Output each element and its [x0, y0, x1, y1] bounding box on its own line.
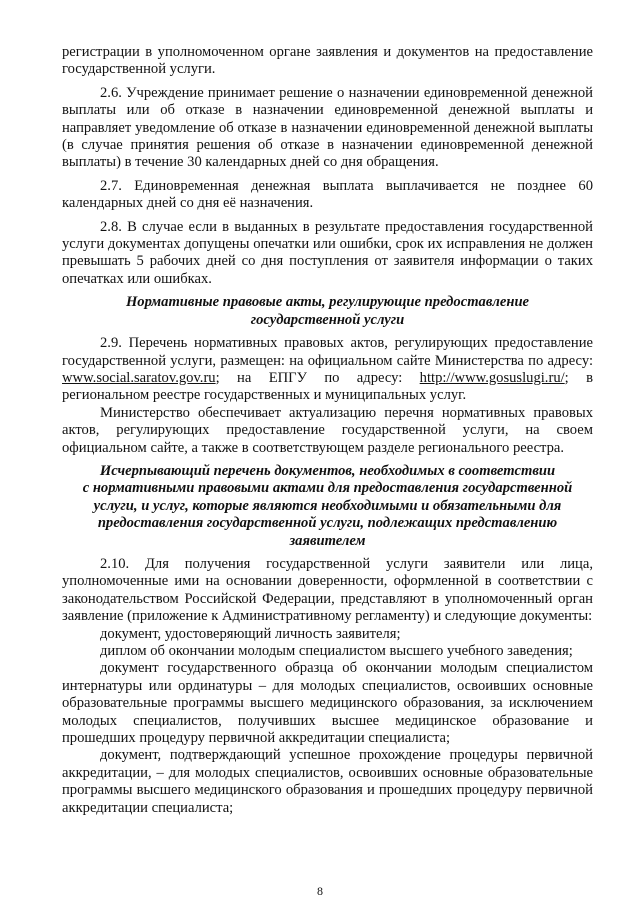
ministry-site-link[interactable]: www.social.saratov.gov.ru — [62, 369, 216, 386]
section-heading-normative-acts — [62, 294, 593, 329]
gosuslugi-link[interactable]: http://www.gosuslugi.ru/ — [419, 369, 565, 386]
list-item: документ, удостоверяющий личность заявителя; — [100, 625, 401, 642]
paragraph-2-7: 2.7. Единовременная денежная выплата выплачивается не позднее 60 календарных дней со дня её назначения. — [62, 177, 593, 212]
list-item: документ государственного образца об окончании молодым специалистом интернатуры или ординатуры – для молодых специалистов, освоивших основные образовательные программы высшего медицинского образования, за исключением молодых специалистов, получивших высшее медицинское образование и прошедших процедуру первичной аккредитации специалиста; — [62, 660, 593, 747]
heading-line: предоставления государственной услуги, подлежащих представлению — [97, 515, 558, 532]
list-item: диплом об окончании молодым специалистом высшего учебного заведения; — [100, 643, 573, 659]
heading-line: с нормативными правовыми актами для предоставления государственной — [82, 480, 573, 497]
paragraph-2-10: 2.10. Для получения государственной услуги заявители или лица, уполномоченные ими на основании доверенности, оформленной в соответствии с законодательством Российской Федерации, представляют в уполномоченный орган заявление (приложение к Административному регламенту) и следующие документы: — [62, 555, 593, 625]
heading-line: Исчерпывающий перечень документов, необходимых в соответствии — [99, 462, 556, 479]
list-item: документ, подтверждающий успешное прохождение процедуры первичной аккредитации, – для молодых специалистов, освоивших основные образовательные программы высшего медицинского образования и прошедших процедуру первичной аккредитации специалиста; — [62, 747, 593, 816]
heading-line: заявителем — [289, 532, 366, 549]
heading-line: Нормативные правовые акты, регулирующие предоставление — [125, 294, 530, 311]
paragraph-text: ; на ЕПГУ по адресу: — [215, 369, 420, 386]
paragraph-text: ; в региональном реестре государственных и муниципальных услуг. — [62, 369, 593, 404]
page-number: 8 — [317, 884, 323, 898]
paragraph-2-8: 2.8. В случае если в выданных в результате предоставления государственной услуги документах допущены опечатки или ошибки, срок их исправления не должен превышать 5 рабочих дней со дня поступления от заявителя информации о таких опечатках или ошибках. — [62, 218, 593, 287]
heading-line: услуги, и услуг, которые являются необходимыми и обязательными для — [93, 497, 562, 514]
paragraph-2-9 — [62, 335, 593, 405]
paragraph-ministry-update: Министерство обеспечивает актуализацию перечня нормативных правовых актов, регулирующих предоставление государственной услуги, на своем официальном сайте, а также в соответствующем разделе регионального реестра. — [62, 404, 593, 456]
paragraph-2-6: 2.6. Учреждение принимает решение о назначении единовременной денежной выплаты или об отказе в назначении единовременной денежной выплаты и направляет уведомление об отказе в назначении единовременной денежной выплаты (в случае принятия решения об отказе в назначении единовременной денежной выплаты) в течение 30 календарных дней со дня обращения. — [62, 84, 593, 171]
paragraph-text: 2.9. Перечень нормативных правовых актов, регулирующих предоставление государственной услуги, размещен: на официальном сайте Министерства по адресу: — [62, 335, 593, 369]
section-heading-documents — [62, 463, 593, 550]
heading-line: государственной услуги — [250, 311, 405, 328]
paragraph-continued: регистрации в уполномоченном органе заявления и документов на предоставление государственной услуги. — [62, 44, 593, 78]
